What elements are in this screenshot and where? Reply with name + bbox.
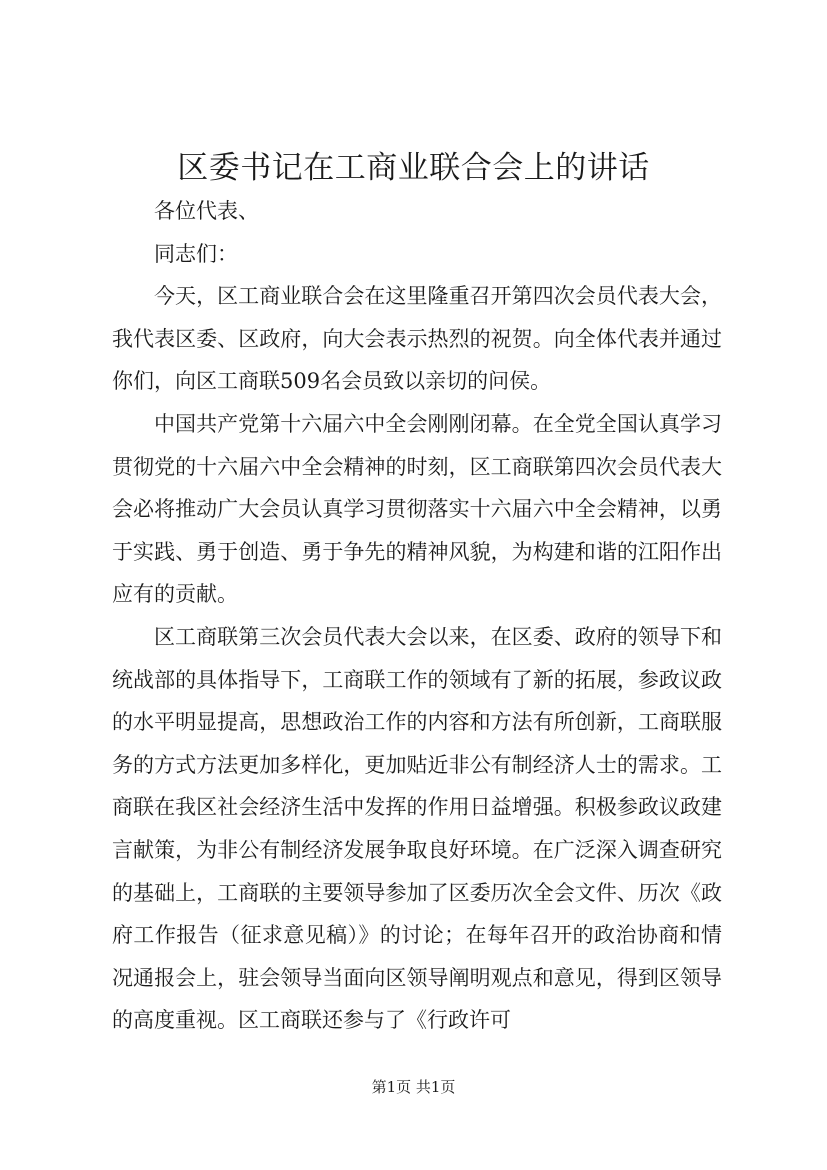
body-paragraph-3: 区工商联第三次会员代表大会以来，在区委、政府的领导下和统战部的具体指导下，工商联工作的领域有了新的拓展，参政议政的水平明显提高，思想政治工作的内容和方法有所创新，工商联服务的方式方法更加多样化，更加贴近非公有制经济人士的需求。工商联在我区社会经济生活中发挥的作用日益增强。积极参政议政建言献策，为非公有制经济发展争取良好环境。在广泛深入调查研究的基础上，工商联的主要领导参加了区委历次全会文件、历次《政府工作报告（征求意见稿）》的讨论；在每年召开的政治协商和情况通报会上，驻会领导当面向区领导阐明观点和意见，得到区领导的高度重视。区工商联还参与了《行政许可: [112, 624, 722, 1033]
salutation-line-1: 各位代表、: [154, 199, 259, 223]
page-footer: 第1页 共1页: [371, 1078, 456, 1096]
document-title: 区委书记在工商业联合会上的讲话: [177, 150, 650, 186]
body-paragraph-2: 中国共产党第十六届六中全会刚刚闭幕。在全党全国认真学习贯彻党的十六届六中全会精神的时刻，区工商联第四次会员代表大会必将推动广大会员认真学习贯彻落实十六届六中全会精神，以勇于实践、勇于创造、勇于争先的精神风貌，为构建和谐的江阳作出应有的贡献。: [112, 411, 722, 607]
salutation-line-2: 同志们：: [154, 241, 238, 266]
body-paragraph-1: 今天，区工商业联合会在这里隆重召开第四次会员代表大会，我代表区委、区政府，向大会表示热烈的祝贺。向全体代表并通过你们，向区工商联509名会员致以亲切的问侯。: [112, 284, 722, 394]
document-body: [112, 190, 722, 1042]
